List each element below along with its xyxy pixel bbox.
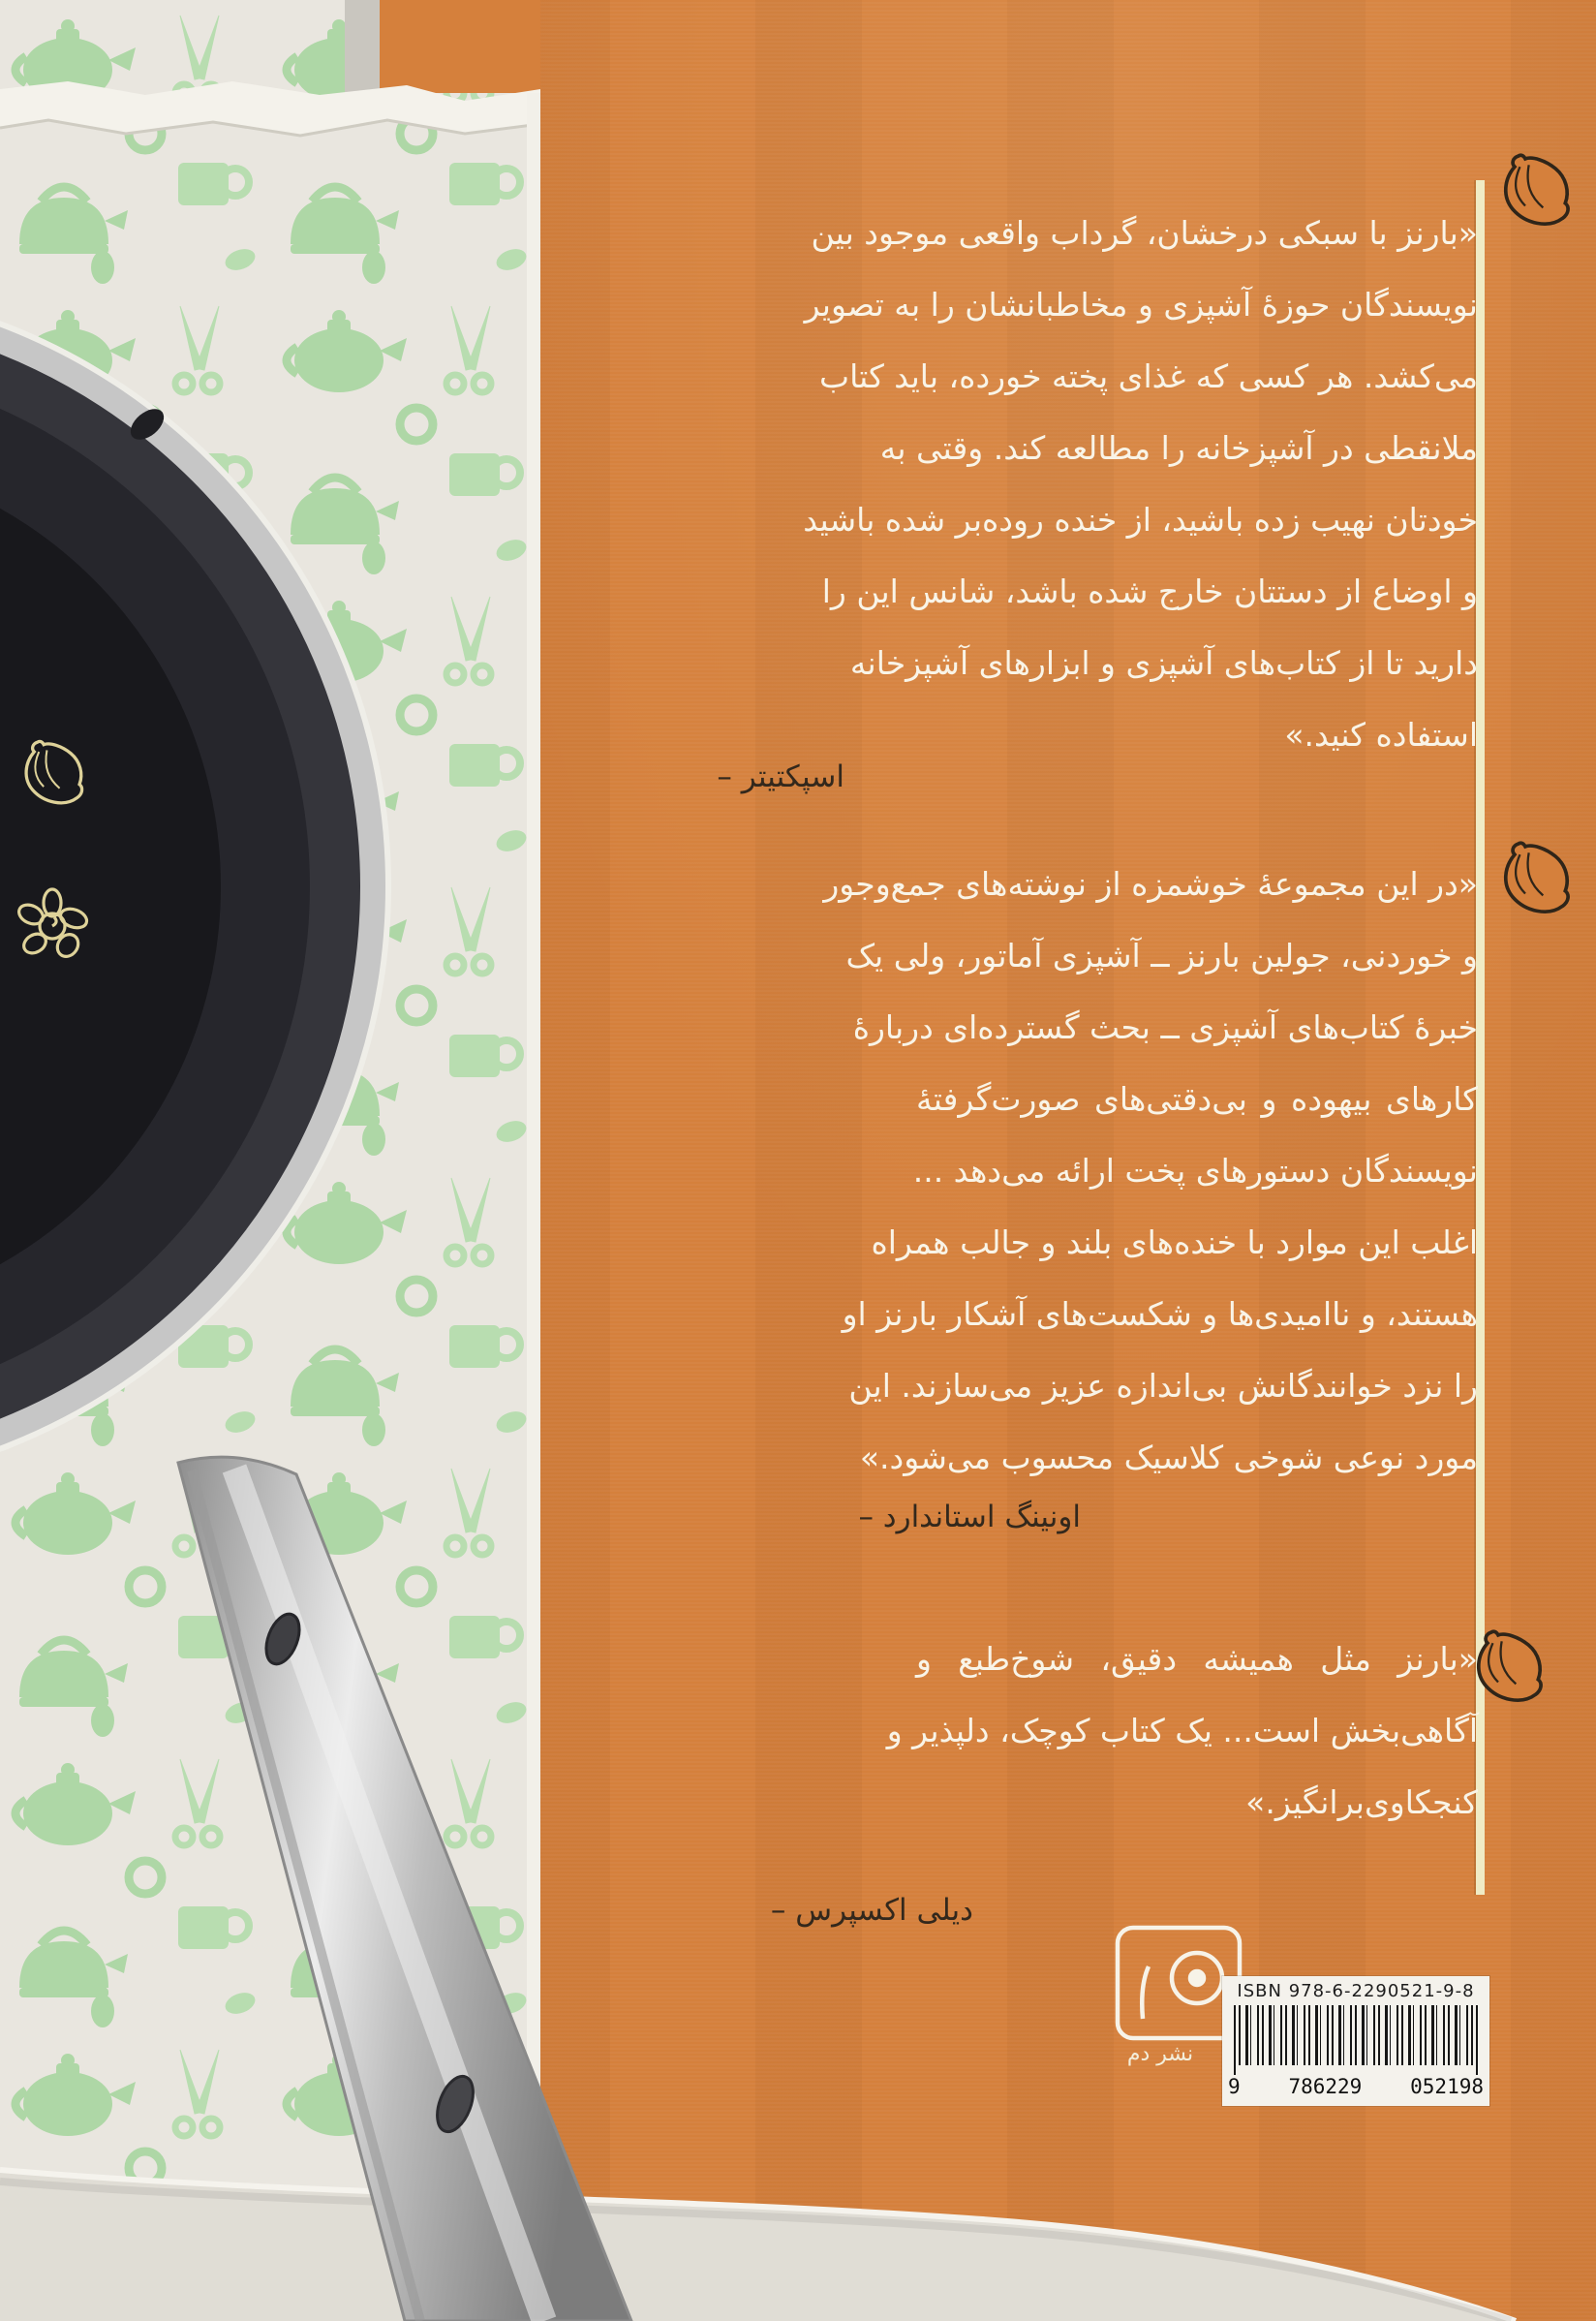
quote-line: کنجکاوی‌برانگیز.» bbox=[1245, 1783, 1478, 1821]
quote-line: و اوضاع از دستتان خارج شده باشد، شانس این را bbox=[821, 573, 1478, 610]
quote-line: «بارنز مثل همیشه دقیق، شوخ‌طبع و bbox=[916, 1640, 1478, 1678]
quote-line: و خوردنی، جولین بارنز ــ آشپزی آماتور، ولی یک bbox=[845, 937, 1478, 975]
quote-line: را نزد خوانندگانش بی‌اندازه عزیز می‌سازند. این bbox=[848, 1367, 1478, 1405]
quote-line: ملانقطی در آشپزخانه را مطالعه کند. وقتی به bbox=[879, 429, 1478, 467]
quote-line: استفاده کنید.» bbox=[1284, 716, 1478, 754]
attribution-daily-express: دیلی اکسپرس – bbox=[770, 1893, 973, 1928]
quote-line: دارید تا از کتاب‌های آشپزی و ابزارهای آشپزخانه bbox=[849, 644, 1478, 682]
barcode-digit-group: 786229 bbox=[1288, 2075, 1363, 2098]
barcode-digit-group: 9 bbox=[1228, 2075, 1241, 2098]
quote-line: «بارنز با سبکی درخشان، گرداب واقعی موجود بین bbox=[811, 214, 1478, 252]
quote-line: نویسندگان دستورهای پخت ارائه می‌دهد ... bbox=[912, 1152, 1478, 1190]
isbn-barcode bbox=[1222, 1976, 1489, 2106]
quote-line: کارهای بیهوده و بی‌دقتی‌های صورت‌گرفتهٔ bbox=[916, 1080, 1478, 1118]
review-quote-daily-express bbox=[886, 1624, 1478, 1839]
quote-line: مورد نوعی شوخی کلاسیک محسوب می‌شود.» bbox=[859, 1439, 1478, 1476]
review-quote-evening-standard bbox=[823, 849, 1478, 1494]
quote-line: خودتان نهیب زده باشید، از خنده روده‌بر شده باشید bbox=[803, 501, 1478, 539]
quote-line: خبرهٔ کتاب‌های آشپزی ــ بحث گسترده‌ای دربارهٔ bbox=[852, 1008, 1478, 1046]
frying-pan-photo bbox=[0, 0, 678, 2321]
quote-line: «در این مجموعهٔ خوشمزه از نوشته‌های جمع‌وجور bbox=[823, 865, 1478, 903]
quote-line: می‌کشد. هر کسی که غذای پخته خورده، باید کتاب bbox=[819, 357, 1478, 395]
quote-line: هستند، و ناامیدی‌ها و شکست‌های آشکار بارنز او bbox=[842, 1295, 1478, 1333]
banana-icon bbox=[1491, 835, 1581, 920]
barcode-bars bbox=[1234, 2005, 1478, 2065]
pan-handle bbox=[178, 1457, 631, 2321]
quote-line: نویسندگان حوزهٔ آشپزی و مخاطبانشان را به تصویر bbox=[804, 286, 1478, 324]
attribution-spectator: اسپکتیتر – bbox=[717, 759, 844, 794]
quote-line: اغلب این موارد با خنده‌های بلند و جالب همراه bbox=[871, 1223, 1478, 1261]
attribution-evening-standard: اونینگ استاندارد – bbox=[858, 1500, 1081, 1534]
banana-icon bbox=[1491, 147, 1581, 232]
quote-line: آگاهی‌بخش است... یک کتاب کوچک، دلپذیر و bbox=[886, 1712, 1478, 1749]
review-quote-spectator bbox=[803, 198, 1478, 771]
isbn-text: ISBN 978-6-2290521-9-8 bbox=[1237, 1981, 1475, 2001]
barcode-digit-group: 052198 bbox=[1410, 2075, 1484, 2098]
barcode-digits bbox=[1222, 2065, 1489, 2098]
publisher-name: نشر دم bbox=[1126, 2042, 1194, 2066]
